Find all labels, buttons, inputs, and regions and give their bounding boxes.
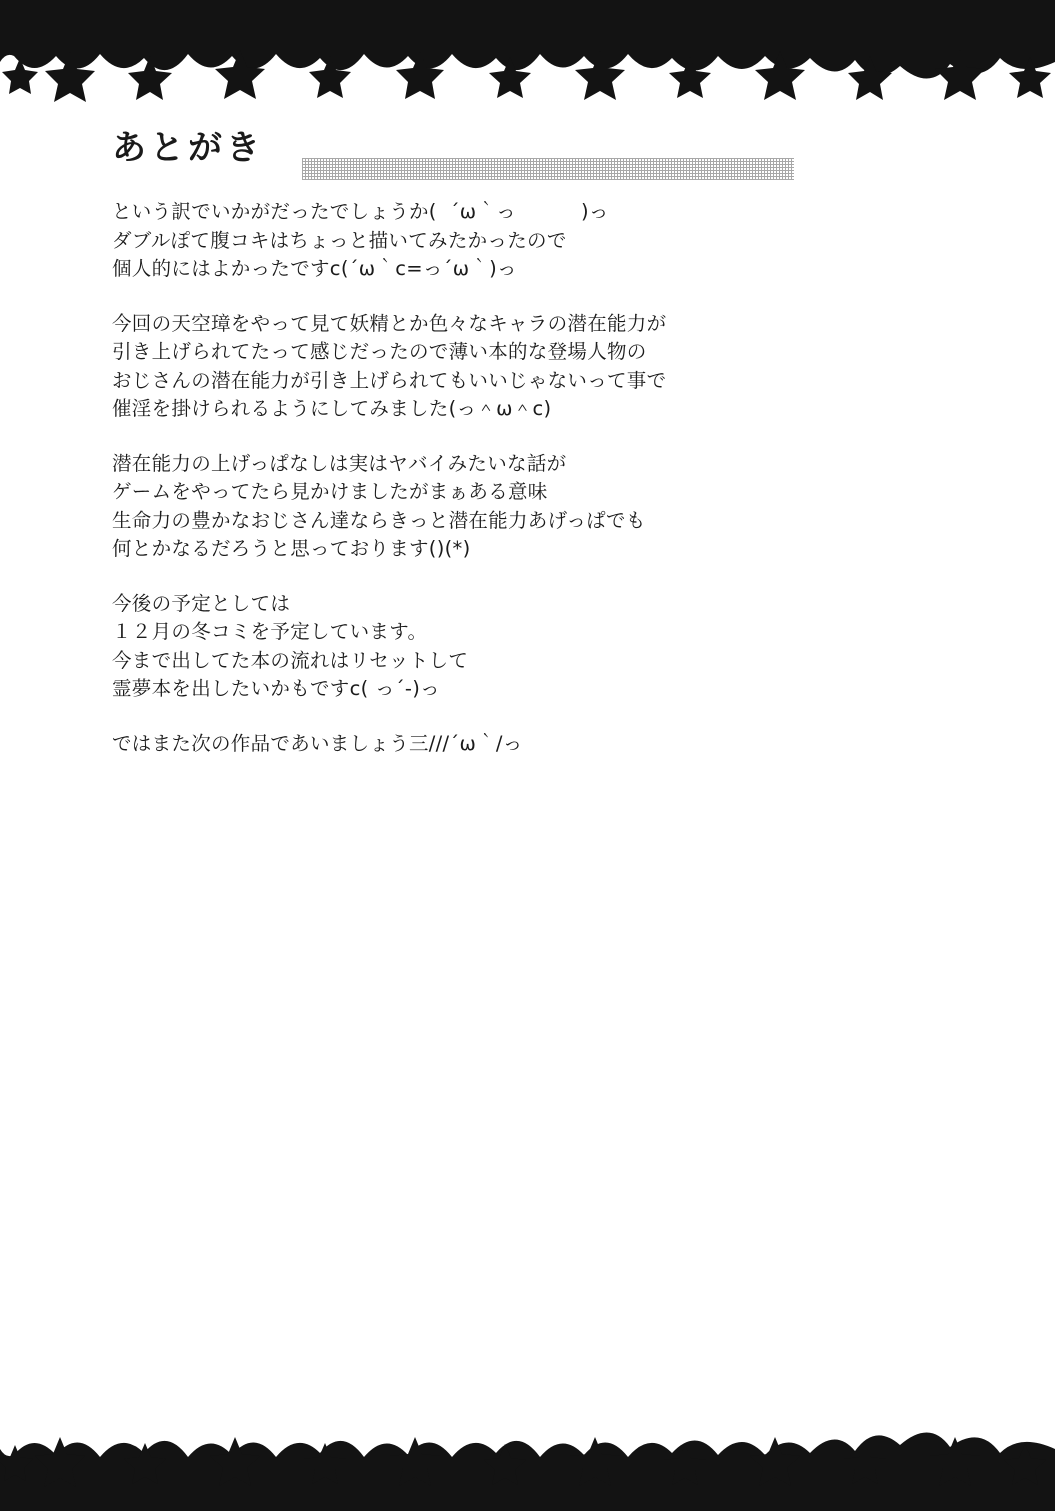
text-line: 個人的にはよかったですc(´ω｀c=っ´ω｀)っ <box>112 257 517 280</box>
text-line: １２月の冬コミを予定しています。 <box>112 620 428 643</box>
text-line: 今回の天空璋をやって見て妖精とか色々なキャラの潜在能力が <box>112 311 667 335</box>
text-line: 催淫を掛けられるようにしてみました(っ＾ω＾c) <box>112 397 552 420</box>
afterword-body <box>112 198 932 758</box>
paragraph <box>112 450 932 564</box>
text-line: おじさんの潜在能力が引き上げられてもいいじゃないって事で <box>112 368 667 392</box>
page-title-text: あとがき <box>112 128 264 168</box>
text-line: 潜在能力の上げっぱなしは実はヤバイみたいな話が <box>112 451 567 475</box>
top-star-border <box>0 0 1055 108</box>
paragraph <box>112 590 932 704</box>
text-line: 何とかなるだろうと思っております()(*) <box>112 537 471 560</box>
paragraph <box>112 198 932 284</box>
text-line: ゲームをやってたら見かけましたがまぁある意味 <box>112 480 548 503</box>
halftone-dot-bar <box>302 158 794 180</box>
text-line: ダブルぽて腹コキはちょっと描いてみたかったので <box>112 228 567 252</box>
text-line: ではまた次の作品であいましょう三///´ω｀/っ <box>112 731 523 755</box>
bottom-star-border <box>0 1403 1055 1511</box>
text-line: という訳でいかがだったでしょうか( ´ω｀っ )っ <box>112 200 609 223</box>
text-line: 今後の予定としては <box>112 591 291 615</box>
paragraph <box>112 730 932 759</box>
text-line: 霊夢本を出したいかもですc( っ´-)っ <box>112 677 440 700</box>
page-title <box>112 128 712 178</box>
text-line: 引き上げられてたって感じだったので薄い本的な登場人物の <box>112 340 647 363</box>
text-line: 今まで出してた本の流れはリセットして <box>112 648 469 672</box>
paragraph <box>112 310 932 424</box>
text-line: 生命力の豊かなおじさん達ならきっと潜在能力あげっぱでも <box>112 508 646 532</box>
